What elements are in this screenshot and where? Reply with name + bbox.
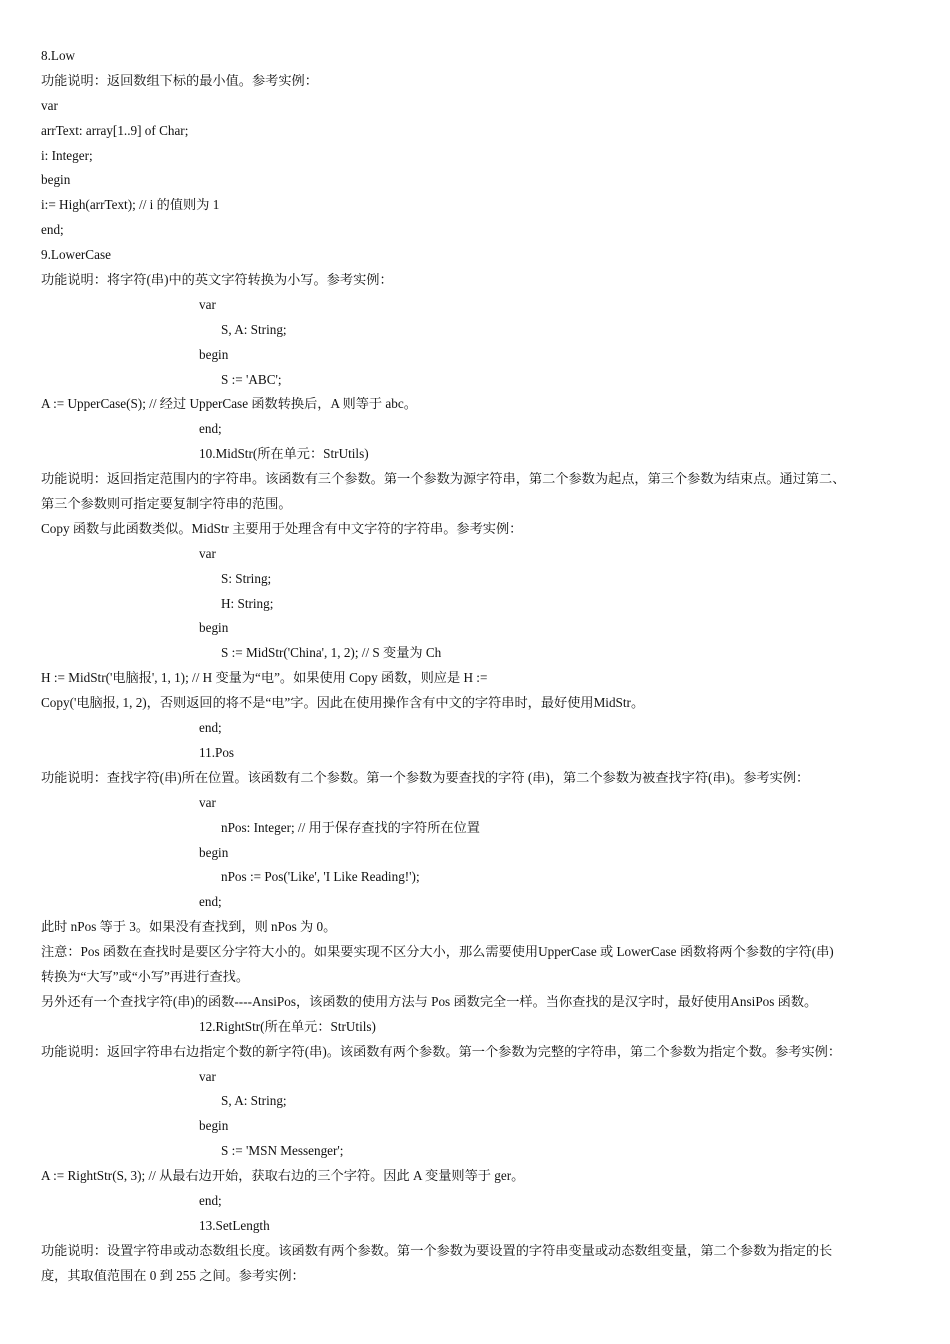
text-line: var (199, 545, 216, 561)
text-line: begin (199, 1118, 229, 1134)
text-line: 转换为“大写”或“小写”再进行查找。 (41, 968, 250, 984)
text-line: 功能说明：返回指定范围内的字符串。该函数有三个参数。第一个参数为源字符串，第二个参数为起点，第三个参数为结束点。通过第二、 (41, 471, 846, 487)
text-line: var (199, 1068, 216, 1084)
text-line: 第三个参数则可指定要复制字符串的范围。 (41, 496, 292, 512)
text-line: S := 'MSN Messenger'; (221, 1143, 344, 1159)
text-line: 此时 nPos 等于 3。如果没有查找到，则 nPos 为 0。 (41, 919, 337, 935)
text-line: end; (199, 894, 222, 910)
text-line: H: String; (221, 595, 274, 611)
text-line: begin (199, 620, 229, 636)
text-line: H := MidStr('电脑报', 1, 1); // H 变量为“电”。如果使用 Copy 函数，则应是 H := (41, 670, 488, 686)
text-line: 11.Pos (199, 744, 235, 760)
text-line: A := RightStr(S, 3); // 从最右边开始，获取右边的三个字符。因此 A 变量则等于 ger。 (41, 1168, 525, 1184)
text-line: Copy 函数与此函数类似。MidStr 主要用于处理含有中文字符的字符串。参考实例： (41, 520, 523, 536)
text-line: i:= High(arrText); // i 的值则为 1 (41, 197, 220, 213)
text-line: nPos := Pos('Like', 'I Like Reading!'); (221, 869, 420, 885)
text-line: end; (199, 720, 222, 736)
text-line: S: String; (221, 570, 272, 586)
text-line: 功能说明：返回数组下标的最小值。参考实例： (41, 72, 318, 88)
text-line: var (199, 296, 216, 312)
text-line: S := 'ABC'; (221, 371, 282, 387)
text-line: 13.SetLength (199, 1217, 270, 1233)
text-line: begin (199, 844, 229, 860)
text-line: arrText: array[1..9] of Char; (41, 122, 189, 138)
document-page (0, 44, 950, 1289)
text-line: 8.Low (41, 48, 76, 63)
text-line: 9.LowerCase (41, 247, 111, 263)
text-line: end; (199, 421, 222, 437)
text-line: end; (41, 222, 64, 238)
text-line: 功能说明：将字符(串)中的英文字符转换为小写。参考实例： (41, 272, 393, 288)
text-line: 12.RightStr(所在单元：StrUtils) (199, 1018, 376, 1034)
text-line: 功能说明：返回字符串右边指定个数的新字符(串)。该函数有两个参数。第一个参数为完整的字符串，第二个参数为指定个数。参考实例： (41, 1043, 842, 1059)
text-line: 功能说明：查找字符(串)所在位置。该函数有二个参数。第一个参数为要查找的字符 (串)，第二个参数为被查找字符(串)。参考实例： (41, 769, 810, 785)
text-line: A := UpperCase(S); // 经过 UpperCase 函数转换后，A 则等于 abc。 (41, 396, 417, 412)
text-line: 功能说明：设置字符串或动态数组长度。该函数有两个参数。第一个参数为要设置的字符串变量或动态数组变量，第二个参数为指定的长 (41, 1242, 833, 1258)
text-line: var (199, 794, 216, 810)
text-line: nPos: Integer; // 用于保存查找的字符所在位置 (221, 819, 480, 835)
text-line: S, A: String; (221, 321, 287, 337)
text-line: S := MidStr('China', 1, 2); // S 变量为 Ch (221, 645, 442, 661)
text-line: Copy('电脑报, 1, 2)，否则返回的将不是“电”字。因此在使用操作含有中文的字符串时，最好使用MidStr。 (41, 695, 645, 711)
text-line: begin (41, 172, 71, 188)
text-line: end; (199, 1192, 222, 1208)
text-line: 10.MidStr(所在单元：StrUtils) (199, 446, 369, 462)
text-line: 另外还有一个查找字符(串)的函数----AnsiPos，该函数的使用方法与 Pos 函数完全一样。当你查找的是汉字时，最好使用AnsiPos 函数。 (41, 993, 818, 1009)
text-line: 注意：Pos 函数在查找时是要区分字符大小的。如果要实现不区分大小，那么需要使用UpperCase 或 LowerCase 函数将两个参数的字符(串) (41, 944, 834, 960)
text-line: var (41, 97, 58, 113)
text-line: i: Integer; (41, 147, 93, 163)
text-line: S, A: String; (221, 1093, 287, 1109)
text-line: begin (199, 346, 229, 362)
text-line: 度，其取值范围在 0 到 255 之间。参考实例： (41, 1267, 305, 1283)
